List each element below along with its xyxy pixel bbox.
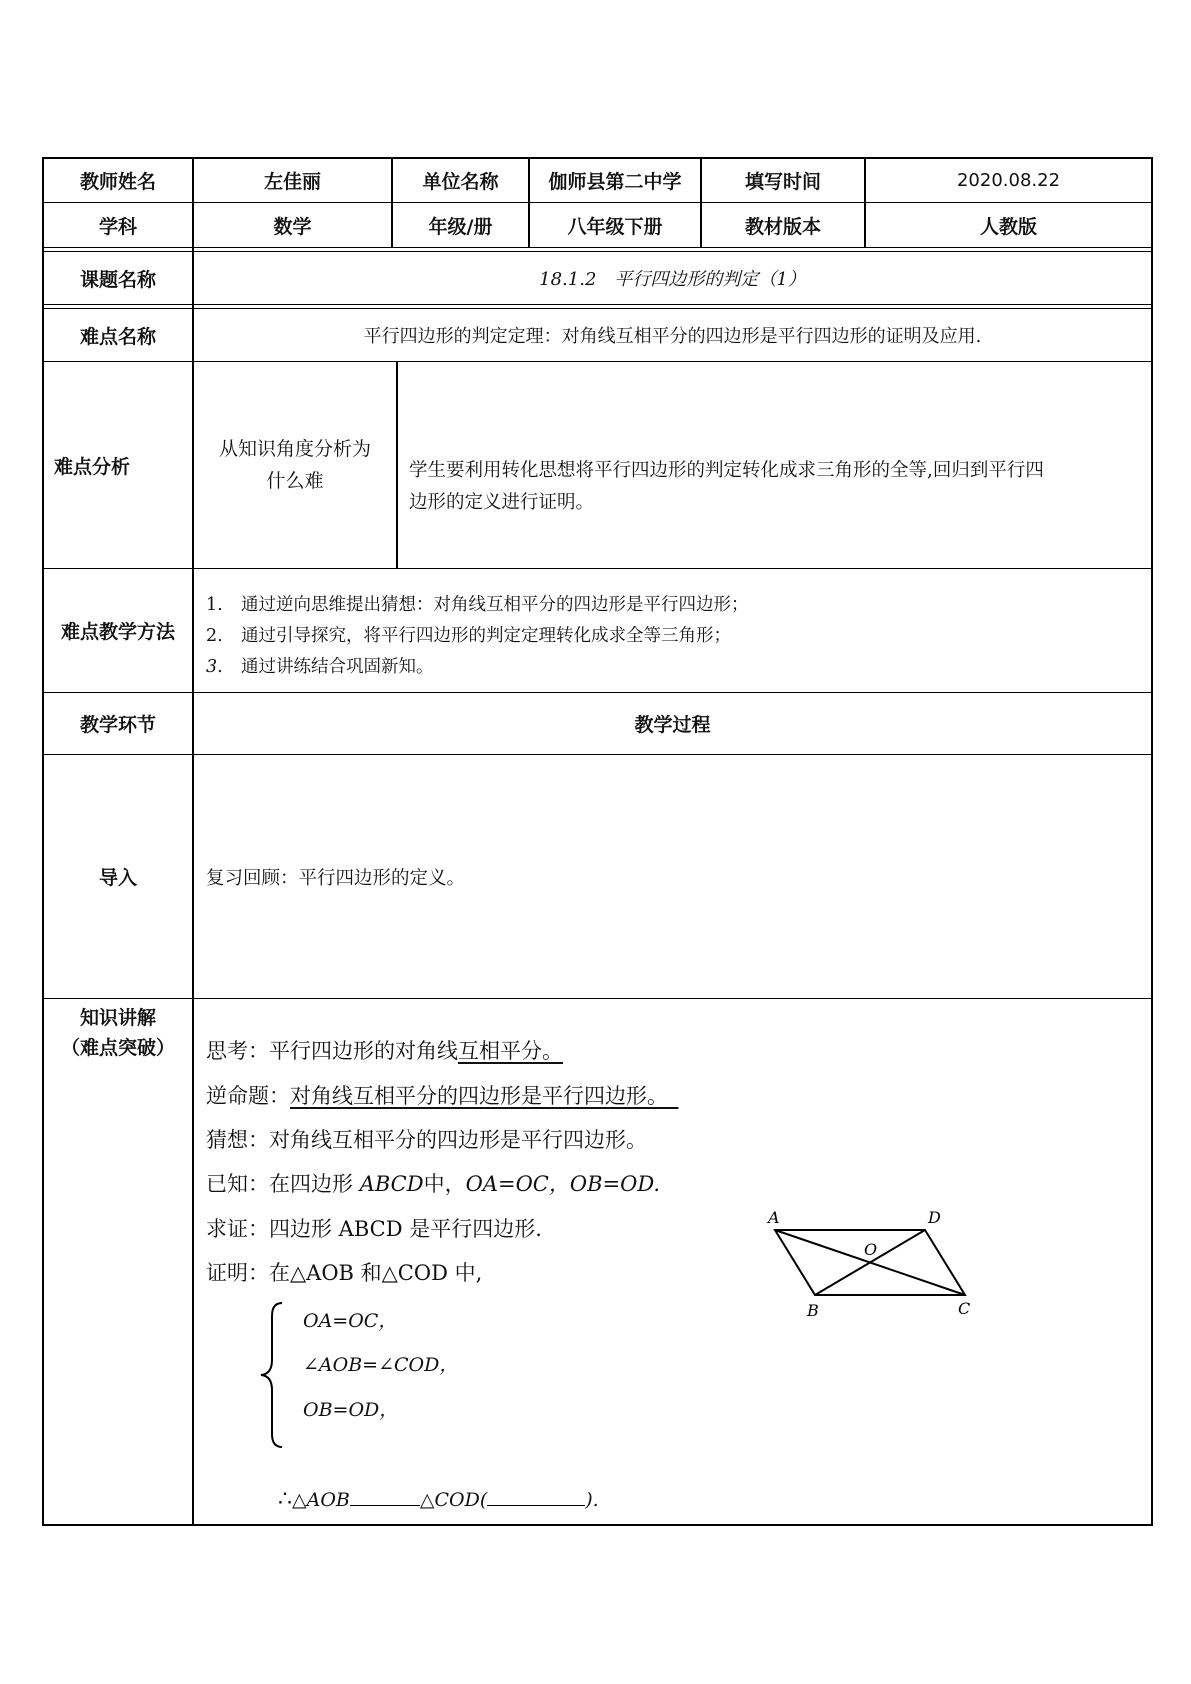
proof-line: 证明：在△AOB 和△COD 中, bbox=[206, 1261, 483, 1285]
think-line bbox=[206, 1035, 563, 1065]
intro-label: 导入 bbox=[98, 867, 137, 889]
prove-line: 求证：四边形 ABCD 是平行四边形. bbox=[206, 1217, 542, 1241]
date-value: 2020.08.22 bbox=[956, 170, 1061, 191]
converse-underlined: 对角线互相平分的四边形是平行四边形。 bbox=[290, 1084, 668, 1108]
process-value: 教学过程 bbox=[634, 714, 711, 736]
known-line bbox=[206, 1168, 660, 1198]
label-d: D bbox=[928, 1208, 941, 1227]
triangle-aob: △AOB bbox=[292, 1489, 350, 1511]
method-item-2-text: 通过引导探究，将平行四边形的判定定理转化成求全等三角形； bbox=[241, 626, 731, 646]
topic-value: 18.1.2 平行四边形的判定（1） bbox=[539, 269, 806, 290]
edition-value: 人教版 bbox=[979, 215, 1037, 238]
row-line-3 bbox=[42, 304, 1153, 305]
parallelogram-figure bbox=[760, 1205, 990, 1325]
converse-prefix: 逆命题： bbox=[206, 1084, 290, 1108]
method-item-2-num: 2. bbox=[206, 626, 223, 646]
analysis-sub-label-line2: 什么难 bbox=[266, 470, 324, 492]
row-line-7 bbox=[42, 754, 1153, 755]
analysis-label: 难点分析 bbox=[54, 455, 131, 478]
method-item-3 bbox=[206, 653, 434, 678]
teacher-value: 左佳丽 bbox=[263, 171, 321, 193]
edition-label: 教材版本 bbox=[744, 215, 821, 238]
subject-label: 学科 bbox=[98, 215, 137, 238]
guess-line: 猜想：对角线互相平分的四边形是平行四边形。 bbox=[206, 1128, 647, 1152]
method-item-3-text: 通过讲练结合巩固新知。 bbox=[241, 657, 434, 677]
table-border-right bbox=[1151, 157, 1153, 1526]
paren-open: ( bbox=[479, 1489, 488, 1511]
therefore-symbol: ∴ bbox=[278, 1487, 292, 1512]
analysis-text-line2: 边形的定义进行证明。 bbox=[409, 492, 595, 513]
think-prefix: 思考：平行四边形的对角线 bbox=[206, 1039, 458, 1063]
analysis-sub-label bbox=[194, 362, 396, 568]
method-item-1-num: 1. bbox=[206, 595, 223, 615]
topic-label: 课题名称 bbox=[79, 268, 156, 291]
knowledge-label-line1: 知识讲解 bbox=[79, 1007, 156, 1029]
brace-icon bbox=[258, 1300, 288, 1450]
paren-close: ). bbox=[585, 1489, 599, 1511]
knowledge-label-line2: （难点突破） bbox=[60, 1037, 175, 1059]
row-line-2 bbox=[42, 247, 1153, 248]
label-a: A bbox=[768, 1208, 780, 1227]
label-b: B bbox=[807, 1301, 819, 1320]
known-eq: OA=OC，OB=OD. bbox=[465, 1172, 661, 1196]
condition-2: ∠AOB=∠COD， bbox=[303, 1354, 459, 1376]
intro-text: 复习回顾：平行四边形的定义。 bbox=[206, 868, 466, 889]
date-label: 填写时间 bbox=[744, 171, 821, 193]
process-label: 教学环节 bbox=[79, 714, 156, 736]
think-underlined: 互相平分。 bbox=[458, 1039, 563, 1063]
known-prefix: 已知：在四边形 bbox=[206, 1172, 353, 1196]
row-line-5 bbox=[42, 568, 1153, 569]
grade-label: 年级/册 bbox=[428, 215, 493, 238]
knowledge-label bbox=[44, 1003, 192, 1063]
condition-3: OB=OD， bbox=[303, 1399, 399, 1421]
condition-1: OA=OC， bbox=[303, 1310, 398, 1332]
congruence-blank[interactable] bbox=[350, 1487, 420, 1506]
unit-value: 伽师县第二中学 bbox=[548, 171, 682, 193]
unit-label: 单位名称 bbox=[422, 171, 499, 193]
reason-blank[interactable] bbox=[487, 1487, 585, 1506]
method-label: 难点教学方法 bbox=[60, 621, 175, 643]
teacher-label: 教师姓名 bbox=[79, 171, 156, 193]
method-item-3-num: 3. bbox=[206, 657, 223, 677]
grade-value: 八年级下册 bbox=[567, 215, 663, 238]
difficulty-value: 平行四边形的判定定理：对角线互相平分的四边形是平行四边形的证明及应用. bbox=[363, 326, 982, 347]
analysis-divider bbox=[396, 361, 398, 569]
label-o: O bbox=[864, 1240, 878, 1259]
converse-line bbox=[206, 1080, 679, 1110]
analysis-text-line1: 学生要利用转化思想将平行四边形的判定转化成求三角形的全等,回归到平行四 bbox=[409, 460, 1044, 481]
subject-value: 数学 bbox=[273, 215, 312, 238]
method-item-2 bbox=[206, 622, 731, 647]
analysis-sub-label-line1: 从知识角度分析为 bbox=[218, 438, 371, 460]
method-item-1-text: 通过逆向思维提出猜想：对角线互相平分的四边形是平行四边形； bbox=[241, 595, 749, 615]
conclusion-line bbox=[278, 1487, 599, 1512]
known-mid: 中， bbox=[423, 1172, 466, 1196]
method-item-1 bbox=[206, 591, 749, 616]
row-line-8 bbox=[42, 998, 1153, 999]
triangle-cod: △COD bbox=[419, 1489, 480, 1511]
table-border-bottom bbox=[42, 1524, 1153, 1526]
label-c: C bbox=[958, 1299, 971, 1318]
known-quad: ABCD bbox=[359, 1172, 424, 1196]
difficulty-label: 难点名称 bbox=[79, 325, 156, 348]
